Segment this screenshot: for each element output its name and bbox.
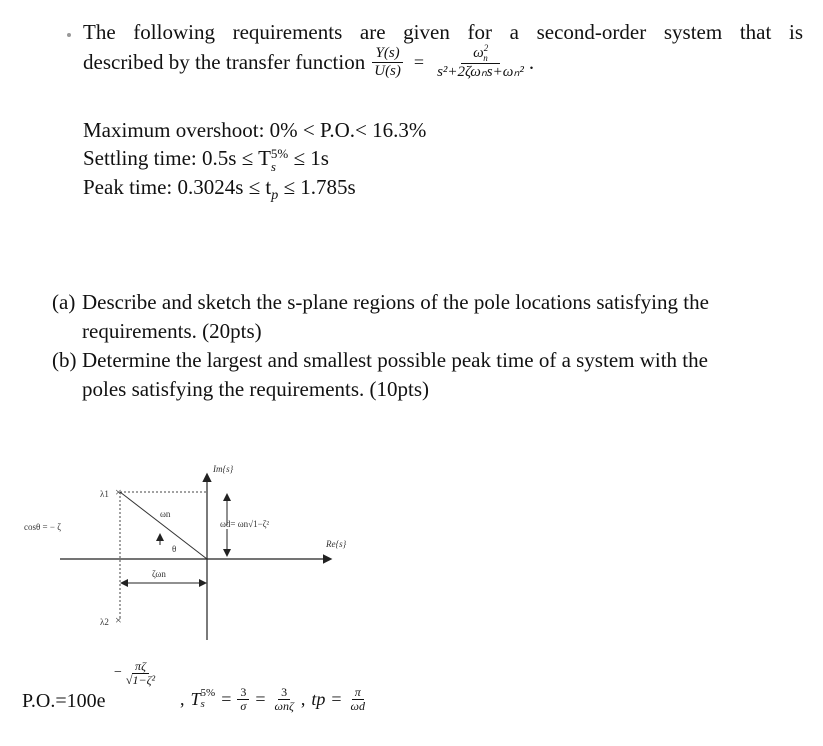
intro-line-2 [83,44,534,81]
tp-equals: = [331,688,342,709]
ts-formula [180,686,368,713]
tp-num: π [352,686,364,700]
intro-line-2-text: described by the transfer function [83,49,366,74]
question-b-tag: (b) [52,348,77,372]
wd-label: ωd= ωn√1−ζ² [220,519,270,529]
po-exponent-fraction [123,660,158,687]
question-b-line1: Determine the largest and smallest possible peak time of a system with the [82,348,708,372]
po-exponent-num: πζ [132,660,149,674]
ts-f1-den: σ [240,698,247,713]
question-a-line2: requirements. (20pts) [82,319,262,343]
bullet-dot [67,33,71,37]
wn-radial-line [120,492,207,559]
question-b-line2: poles satisfying the requirements. (10pts) [82,377,430,401]
requirement-peak-sub: p [271,188,279,204]
ts-comma: , [180,688,185,709]
tp-comma: , [300,688,306,709]
requirement-settling-sub: s [270,159,276,175]
tf-period: . [528,49,535,74]
requirement-settling-pre: 0.5s ≤ T [202,146,271,170]
tf-right-num-sub: n [483,53,488,63]
lambda1-label: λ1 [100,489,109,499]
im-axis-label: Im{s} [213,464,234,474]
tf-right-den: s²+2ζωₙs+ωₙ² [437,64,524,81]
lambda2-label: λ2 [100,617,109,627]
ts-f2-den: ωnζ [274,698,294,713]
s-plane-diagram [20,455,380,655]
po-exponent-minus: − [114,665,122,681]
tf-right-fraction [434,44,527,81]
question-a-tag: (a) [52,290,76,314]
po-formula: P.O.=100e [22,690,106,712]
requirement-settling-sup: 5% [270,146,289,162]
cos-theta-label: cosθ = − ζ [24,522,61,532]
ts-f1-num: 3 [237,686,249,700]
tf-left-fraction [371,46,404,79]
lambda1-pole-icon: × [115,485,122,499]
tp-fraction [348,686,368,713]
ts-fraction-2 [272,686,297,713]
ts-equals-1: = [221,688,232,709]
intro-line-1: The following requirements are given for a second-order system that is [83,20,803,44]
zeta-wn-label: ζωn [152,569,166,579]
requirement-overshoot [83,118,426,143]
tf-right-num-omega: ω [473,45,484,61]
tp-label: tp [311,688,326,709]
requirement-peak-post: ≤ 1.785s [278,175,356,199]
tf-right-num [461,44,500,64]
requirement-settling-post: ≤ 1s [288,146,329,170]
formulas-row [22,660,462,730]
ts-f2-num: 3 [278,686,290,700]
ts-sup: 5% [200,687,216,700]
tf-left-num: Y(s) [372,46,402,63]
requirement-settling [83,146,329,173]
theta-label: θ [172,544,177,554]
tf-right-num-sup: 2 [483,43,489,53]
ts-equals-2: = [255,688,266,709]
po-exponent-den: √1−ζ² [125,672,156,687]
requirement-peak-pre: 0.3024s ≤ t [177,175,272,199]
requirement-overshoot-label: Maximum overshoot: [83,118,265,142]
question-a-line1: Describe and sketch the s-plane regions of the pole locations satisfying the [82,290,709,314]
requirement-peak [83,175,356,204]
lambda2-pole-icon: × [115,613,122,627]
po-exponent [114,660,158,687]
tp-den: ωd [350,698,365,713]
tf-equals: = [413,51,425,72]
wn-label: ωn [160,509,171,519]
requirement-peak-label: Peak time: [83,175,173,199]
requirement-overshoot-expr: 0% < P.O.< 16.3% [269,118,427,142]
ts-label: T [190,688,201,709]
tf-left-den: U(s) [374,62,401,79]
ts-fraction-1 [237,686,249,713]
re-axis-label: Re{s} [326,539,347,549]
ts-sub: s [200,698,205,711]
requirement-settling-label: Settling time: [83,146,197,170]
